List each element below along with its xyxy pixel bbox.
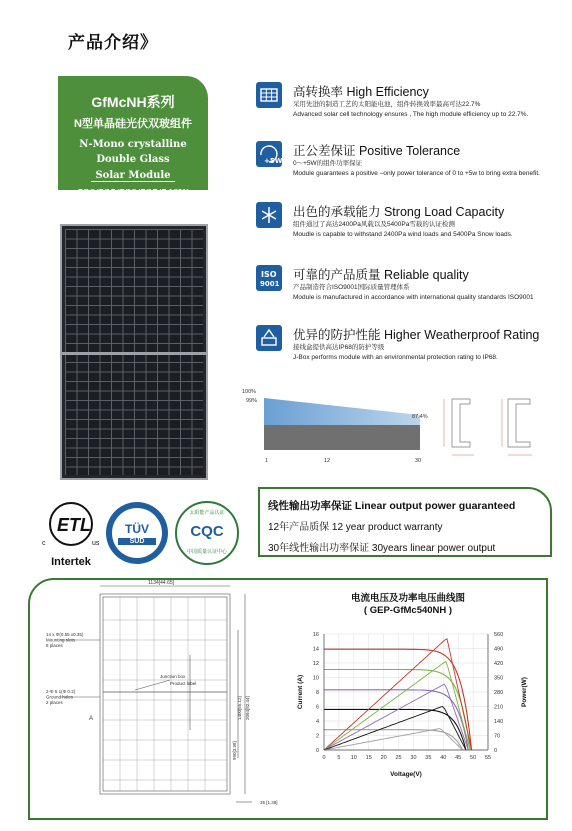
cqc-top: 太阳能产品认证 [189,510,225,516]
feature-desc-en: Moudle is capable to withstand 2400Pa wind loads and 5400Pa Snow loads. [293,230,513,238]
iv-curve [324,690,468,750]
y2-tick-label: 280 [494,690,504,696]
y2-tick-label: 560 [494,632,504,638]
section-a-label: A [89,716,94,722]
feature-desc-en: Advanced solar cell technology ensures , The high module efficiency up to 22.7%. [293,110,529,118]
x-tick-label: 45 [455,755,462,761]
y-tick-label: 10 [312,675,319,682]
pv-curve [324,684,468,750]
module-dimension-drawing [40,580,288,816]
y-tick-label: 14 [312,646,319,653]
svg-text:+5W: +5W [264,157,282,165]
frame-profile-drawing [444,399,532,455]
y2-tick-label: 140 [494,719,504,725]
tuv-mark: TÜV [125,522,149,536]
svg-text:9001: 9001 [260,280,280,288]
y-label-87: 87.4% [412,414,428,420]
etl-mark: ETL [57,515,91,535]
x-tick-label: 50 [470,755,477,761]
feature-heading: 可靠的产品质量 Reliable quality [293,268,469,282]
etl-cert-logo [38,500,104,568]
y2-tick-label: 420 [494,661,504,667]
y2-tick-label: 210 [494,704,504,711]
y-axis-label: Current (A) [297,674,304,710]
warranty-line1: 线性输出功率保证 Linear output power guaranteed [268,500,516,512]
y-tick-label: 0 [315,748,319,754]
mounting-holes-label: 14 x Φ(0.55 x0.35) Mounting slots 8 places [46,632,84,648]
dim-1400: 1400[55.12] [237,696,242,720]
x-tick-label: 0 [322,755,326,761]
iso-9001-icon [256,265,282,291]
etl-sub: Intertek [51,556,91,568]
feature-desc-cn: 采用先进的制造工艺的太阳能电池，组件转换效率最高可达22.7% [293,101,481,108]
x-label-1: 1 [265,458,269,464]
iv-chart-title-line1: 电流电压及功率电压曲线图 [350,593,465,604]
cqc-mark: CQC [190,523,224,540]
y2-tick-label: 70 [494,733,501,740]
feature-heading: 正公差保证 Positive Tolerance [293,144,461,158]
y-tick-label: 4 [315,719,319,725]
iv-chart-title-line2: ( GEP-GfMc540NH ) [363,605,453,616]
product-header-box [58,76,208,198]
x-tick-label: 25 [395,755,402,761]
product-powers: 520/525/530/535/540W [77,188,189,198]
feature-desc-en: Module is manufactured in accordance with international quality standards ISO9001 [293,293,534,301]
feature-heading: 出色的承载能力 Strong Load Capacity [293,205,505,219]
solar-panel-image [60,224,208,480]
cqc-cert-logo [175,501,239,565]
x-label-30: 30 [415,458,422,464]
x-axis-label: Voltage(V) [390,771,422,778]
y2-tick-label: 490 [494,646,504,653]
x-label-12: 12 [324,458,331,464]
dim-2094: 2094[82.44] [245,696,250,720]
iv-curve [324,730,463,750]
x-tick-label: 55 [484,755,492,761]
dim-990: 990[3.98] [232,741,237,760]
x-tick-label: 35 [425,755,432,761]
weatherproof-icon [256,325,282,351]
cqc-bottom: 中国质量认证中心 [186,549,227,555]
junction-box-label: Junction box [160,674,186,679]
x-tick-label: 10 [350,755,357,761]
product-en-line3: Solar Module [91,170,174,182]
feature-heading: 优异的防护性能 Higher Weatherproof Rating [293,328,540,342]
page-title: 产品介绍》 [68,33,158,52]
x-tick-label: 40 [440,755,447,761]
product-en-line2: Double Glass [96,154,170,165]
bottom-dim: 35 [1.38] [260,800,278,805]
feature-desc-en: Module guarantees a positive –only power tolerance of 0 to +5w to bring extra benefit. [293,169,540,177]
warranty-degradation-chart [240,385,552,467]
iv-pv-curve-chart [290,622,540,800]
product-en-line1: N-Mono crystalline [79,139,187,150]
y-label-99: 99% [246,398,258,404]
etl-c: c [42,540,46,547]
product-name: GfMcNH系列 [91,94,175,110]
product-cn-desc: N型单晶硅光伏双玻组件 [74,118,192,130]
warranty-line2: 12年产品质保 12 year product warranty [268,522,443,533]
y-tick-label: 2 [315,733,319,740]
y-tick-label: 8 [315,690,319,696]
warranty-line3: 30年线性输出功率保证 30years linear power output [268,543,496,554]
feature-desc-cn: 接线盒提供高达IP68的防护等级 [293,344,385,351]
feature-desc-cn: 组件通过了高达2400Pa风载以及5400Pa雪载的认证检测 [293,221,455,228]
y-label-100: 100% [242,389,257,395]
iv-chart-title [328,593,488,617]
etl-us: us [92,540,100,547]
y-tick-label: 12 [312,661,319,667]
width-dim-label: 1134[44.65] [148,580,175,586]
warranty-box [258,487,552,557]
tuv-cert-logo [106,502,168,564]
product-label-label: Product label [170,681,197,686]
svg-text:ISO: ISO [261,270,277,279]
snowflake-icon [256,202,282,228]
y2-tick-label: 350 [494,675,504,682]
x-tick-label: 20 [380,755,387,761]
feature-desc-cn: 产品制造符合ISO9001国际质量管理体系 [293,284,410,291]
y-tick-label: 16 [312,632,319,638]
grid-panel-icon [256,82,282,108]
ground-holes-label: 2-Φ 5 1(Φ 0.2) Ground holes 2 places [46,689,76,705]
tuv-sub: SÜD [118,538,156,545]
x-tick-label: 30 [410,755,417,761]
y-tick-label: 6 [315,704,319,711]
x-tick-label: 15 [365,755,372,761]
x-tick-label: 5 [337,755,341,761]
y2-tick-label: 0 [494,748,498,754]
feature-heading: 高转换率 High Efficiency [293,85,429,99]
y2-axis-label: Power(W) [521,677,528,707]
plus-5w-icon [256,141,282,167]
feature-desc-en: J-Box performs module with an environmental protection rating to IP68. [293,353,498,361]
feature-desc-cn: 0～+5W的组件功率保证 [293,160,363,167]
